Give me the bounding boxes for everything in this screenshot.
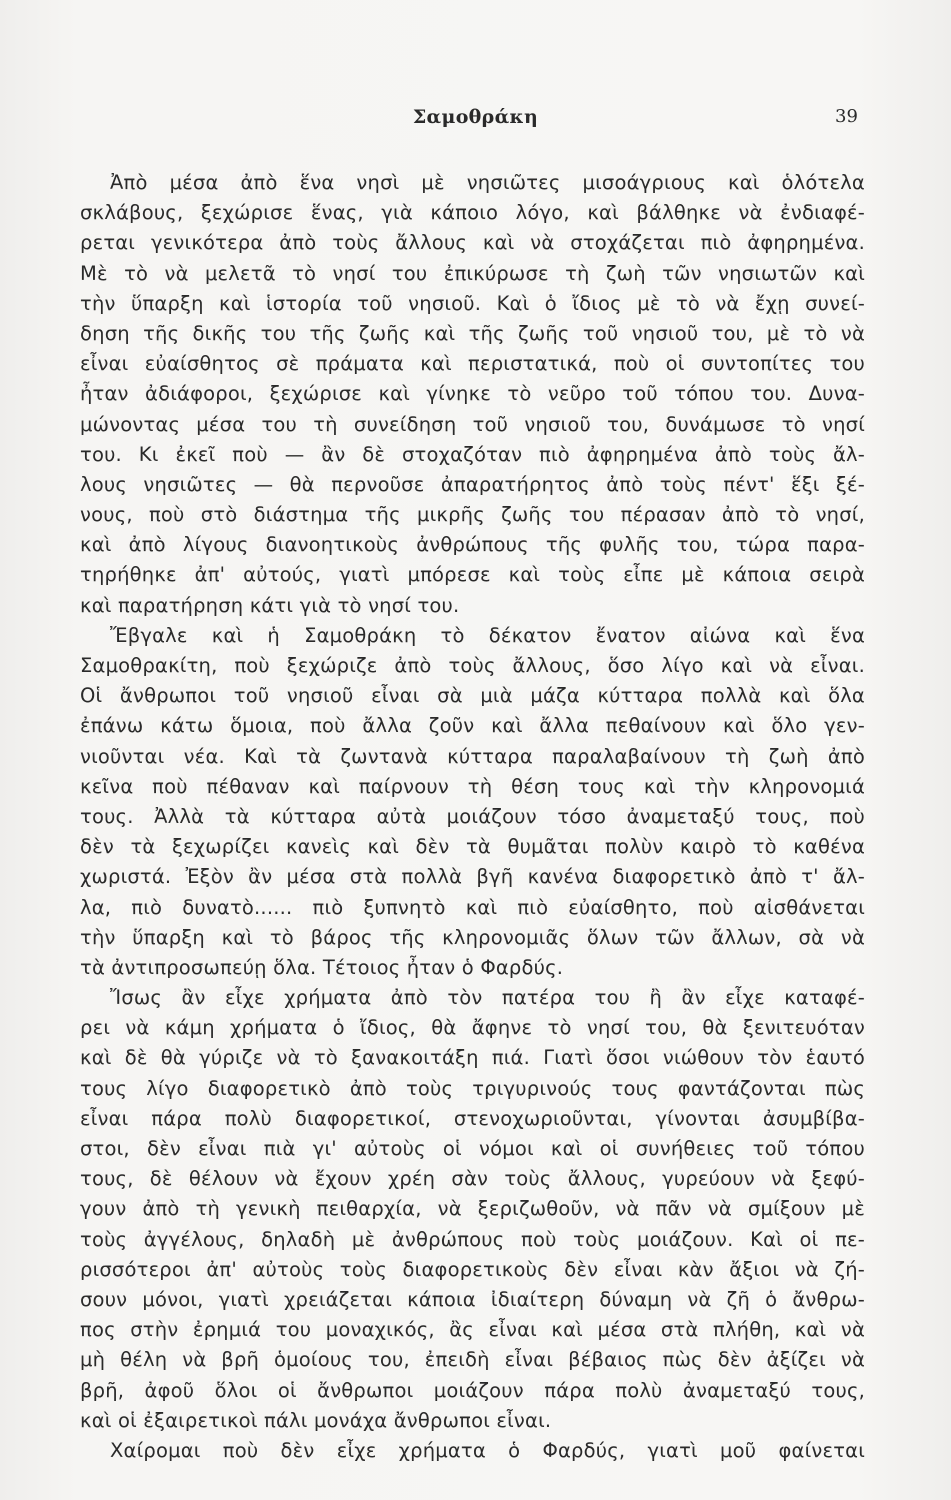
text-line: ἦταν ἀδιάφοροι, ξεχώρισε καὶ γίνηκε τὸ νεῦρο τοῦ τόπου του. Δυνα-	[80, 382, 865, 406]
text-line: Σαμοθρακίτη, ποὺ ξεχώριζε ἀπὸ τοὺς ἄλλους, ὅσο λίγο καὶ νὰ εἶναι.	[80, 654, 865, 677]
text-line: νους, ποὺ στὸ διάστημα τῆς μικρῆς ζωῆς του πέρασαν ἀπὸ τὸ νησί,	[80, 503, 865, 527]
text-line: ρεται γενικότερα ἀπὸ τοὺς ἄλλους καὶ νὰ στοχάζεται πιὸ ἀφηρημένα.	[80, 231, 865, 255]
body-text	[80, 168, 865, 1466]
text-line: Ἔβγαλε καὶ ἡ Σαμοθράκη τὸ δέκατον ἔνατον αἰώνα καὶ ἕνα	[110, 623, 865, 647]
page-header	[0, 106, 951, 136]
text-line: εἶναι εὐαίσθητος σὲ πράματα καὶ περιστατικά, ποὺ οἱ συντοπίτες του	[80, 352, 865, 376]
text-line: βρῆ, ἀφοῦ ὅλοι οἱ ἄνθρωποι μοιάζουν πάρα πολὺ ἀναμεταξύ τους,	[80, 1378, 865, 1402]
text-line: καὶ οἱ ἐξαιρετικοὶ πάλι μονάχα ἄνθρωποι εἶναι.	[80, 1408, 552, 1432]
text-line: λους νησιῶτες — θὰ περνοῦσε ἀπαρατήρητος ἀπὸ τοὺς πέντ' ἕξι ξέ-	[80, 472, 865, 496]
text-line: τὴν ὕπαρξη καὶ ἱστορία τοῦ νησιοῦ. Καὶ ὁ ἴδιος μὲ τὸ νὰ ἔχῃ συνεί-	[80, 291, 865, 315]
text-line: τὰ ἀντιπροσωπεύῃ ὅλα. Τέτοιος ἦταν ὁ Φαρδύς.	[80, 955, 564, 979]
text-line: στοι, δὲν εἶναι πιὰ γι' αὐτοὺς οἱ νόμοι καὶ οἱ συνήθειες τοῦ τόπου	[80, 1137, 865, 1160]
text-line: χωριστά. Ἐξὸν ἂν μέσα στὰ πολλὰ βγῆ κανένα διαφορετικὸ ἀπὸ τ' ἄλ-	[80, 865, 865, 889]
text-line: μώνοντας μέσα του τὴ συνείδηση τοῦ νησιοῦ του, δυνάμωσε τὸ νησί	[80, 412, 865, 436]
text-line: Χαίρομαι ποὺ δὲν εἶχε χρήματα ὁ Φαρδύς, γιατὶ μοῦ φαίνεται	[110, 1438, 865, 1462]
text-line: του. Κι ἐκεῖ ποὺ — ἂν δὲ στοχαζόταν πιὸ ἀφηρημένα ἀπὸ τοὺς ἄλ-	[80, 442, 865, 466]
text-line: τους λίγο διαφορετικὸ ἀπὸ τοὺς τριγυρινούς τους φαντάζονται πὼς	[80, 1076, 865, 1100]
text-line: τους, δὲ θέλουν νὰ ἔχουν χρέη σὰν τοὺς ἄλλους, γυρεύουν νὰ ξεφύ-	[80, 1167, 865, 1191]
text-line: τους. Ἀλλὰ τὰ κύτταρα αὐτὰ μοιάζουν τόσο ἀναμεταξύ τους, ποὺ	[80, 804, 865, 828]
page-number: 39	[835, 106, 858, 127]
text-line: ρισσότεροι ἀπ' αὐτοὺς τοὺς διαφορετικοὺς δὲν εἶναι κὰν ἄξιοι νὰ ζή-	[80, 1257, 865, 1281]
text-line: τοὺς ἀγγέλους, δηλαδὴ μὲ ἀνθρώπους ποὺ τοὺς μοιάζουν. Καὶ οἱ πε-	[80, 1227, 865, 1251]
text-line: δὲν τὰ ξεχωρίζει κανεὶς καὶ δὲν τὰ θυμᾶται πολὺν καιρὸ τὸ καθένα	[80, 835, 865, 859]
text-line: ρει νὰ κάμη χρήματα ὁ ἴδιος, θὰ ἄφηνε τὸ νησί του, θὰ ξενιτευόταν	[80, 1016, 865, 1040]
text-line: πος στὴν ἐρημιά του μοναχικός, ἂς εἶναι καὶ μέσα στὰ πλήθη, καὶ νὰ	[80, 1318, 865, 1342]
text-line: Μὲ τὸ νὰ μελετᾶ τὸ νησί του ἐπικύρωσε τὴ ζωὴ τῶν νησιωτῶν καὶ	[80, 261, 865, 285]
text-line: Ἀπὸ μέσα ἀπὸ ἕνα νησὶ μὲ νησιῶτες μισοάγριους καὶ ὁλότελα	[110, 171, 865, 194]
text-line: τὴν ὕπαρξη καὶ τὸ βάρος τῆς κληρονομιᾶς ὅλων τῶν ἄλλων, σὰ νὰ	[80, 925, 865, 949]
text-line: σκλάβους, ξεχώρισε ἕνας, γιὰ κάποιο λόγο, καὶ βάλθηκε νὰ ἐνδιαφέ-	[80, 201, 865, 225]
text-line: εἶναι πάρα πολὺ διαφορετικοί, στενοχωριοῦνται, γίνονται ἀσυμβίβα-	[80, 1106, 865, 1130]
text-line: Οἱ ἄνθρωποι τοῦ νησιοῦ εἶναι σὰ μιὰ μάζα κύτταρα πολλὰ καὶ ὅλα	[80, 684, 865, 708]
text-line: τηρήθηκε ἀπ' αὐτούς, γιατὶ μπόρεσε καὶ τοὺς εἶπε μὲ κάποια σειρὰ	[80, 563, 865, 587]
text-line: γουν ἀπὸ τὴ γενικὴ πειθαρχία, νὰ ξεριζωθοῦν, νὰ πᾶν νὰ σμίξουν μὲ	[80, 1197, 865, 1221]
text-line: σουν μόνοι, γιατὶ χρειάζεται κάποια ἰδιαίτερη δύναμη νὰ ζῆ ὁ ἄνθρω-	[80, 1287, 865, 1311]
text-line: Ἴσως ἂν εἶχε χρήματα ἀπὸ τὸν πατέρα του ἢ ἂν εἶχε καταφέ-	[110, 986, 865, 1010]
running-title: Σαμοθράκη	[412, 106, 539, 128]
text-line: καὶ παρατήρηση κάτι γιὰ τὸ νησί του.	[80, 593, 460, 617]
text-line: δηση τῆς δικῆς του τῆς ζωῆς καὶ τῆς ζωῆς τοῦ νησιοῦ του, μὲ τὸ νὰ	[80, 321, 865, 345]
text-line: καὶ δὲ θὰ γύριζε νὰ τὸ ξανακοιτάξη πιά. Γιατὶ ὅσοι νιώθουν τὸν ἑαυτό	[80, 1046, 865, 1070]
text-line: λα, πιὸ δυνατὸ...... πιὸ ξυπνητὸ καὶ πιὸ εὐαίσθητο, ποὺ αἰσθάνεται	[80, 895, 865, 919]
text-line: ἐπάνω κάτω ὅμοια, ποὺ ἄλλα ζοῦν καὶ ἄλλα πεθαίνουν καὶ ὅλο γεν-	[80, 714, 865, 738]
text-line: κεῖνα ποὺ πέθαναν καὶ παίρνουν τὴ θέση τους καὶ τὴν κληρονομιά	[80, 774, 865, 798]
text-line: καὶ ἀπὸ λίγους διανοητικοὺς ἀνθρώπους τῆς φυλῆς του, τώρα παρα-	[80, 533, 865, 557]
text-line: μὴ θέλη νὰ βρῆ ὁμοίους του, ἐπειδὴ εἶναι βέβαιος πὼς δὲν ἀξίζει νὰ	[80, 1348, 865, 1372]
text-line: νιοῦνται νέα. Καὶ τὰ ζωντανὰ κύτταρα παραλαβαίνουν τὴ ζωὴ ἀπὸ	[80, 744, 865, 768]
